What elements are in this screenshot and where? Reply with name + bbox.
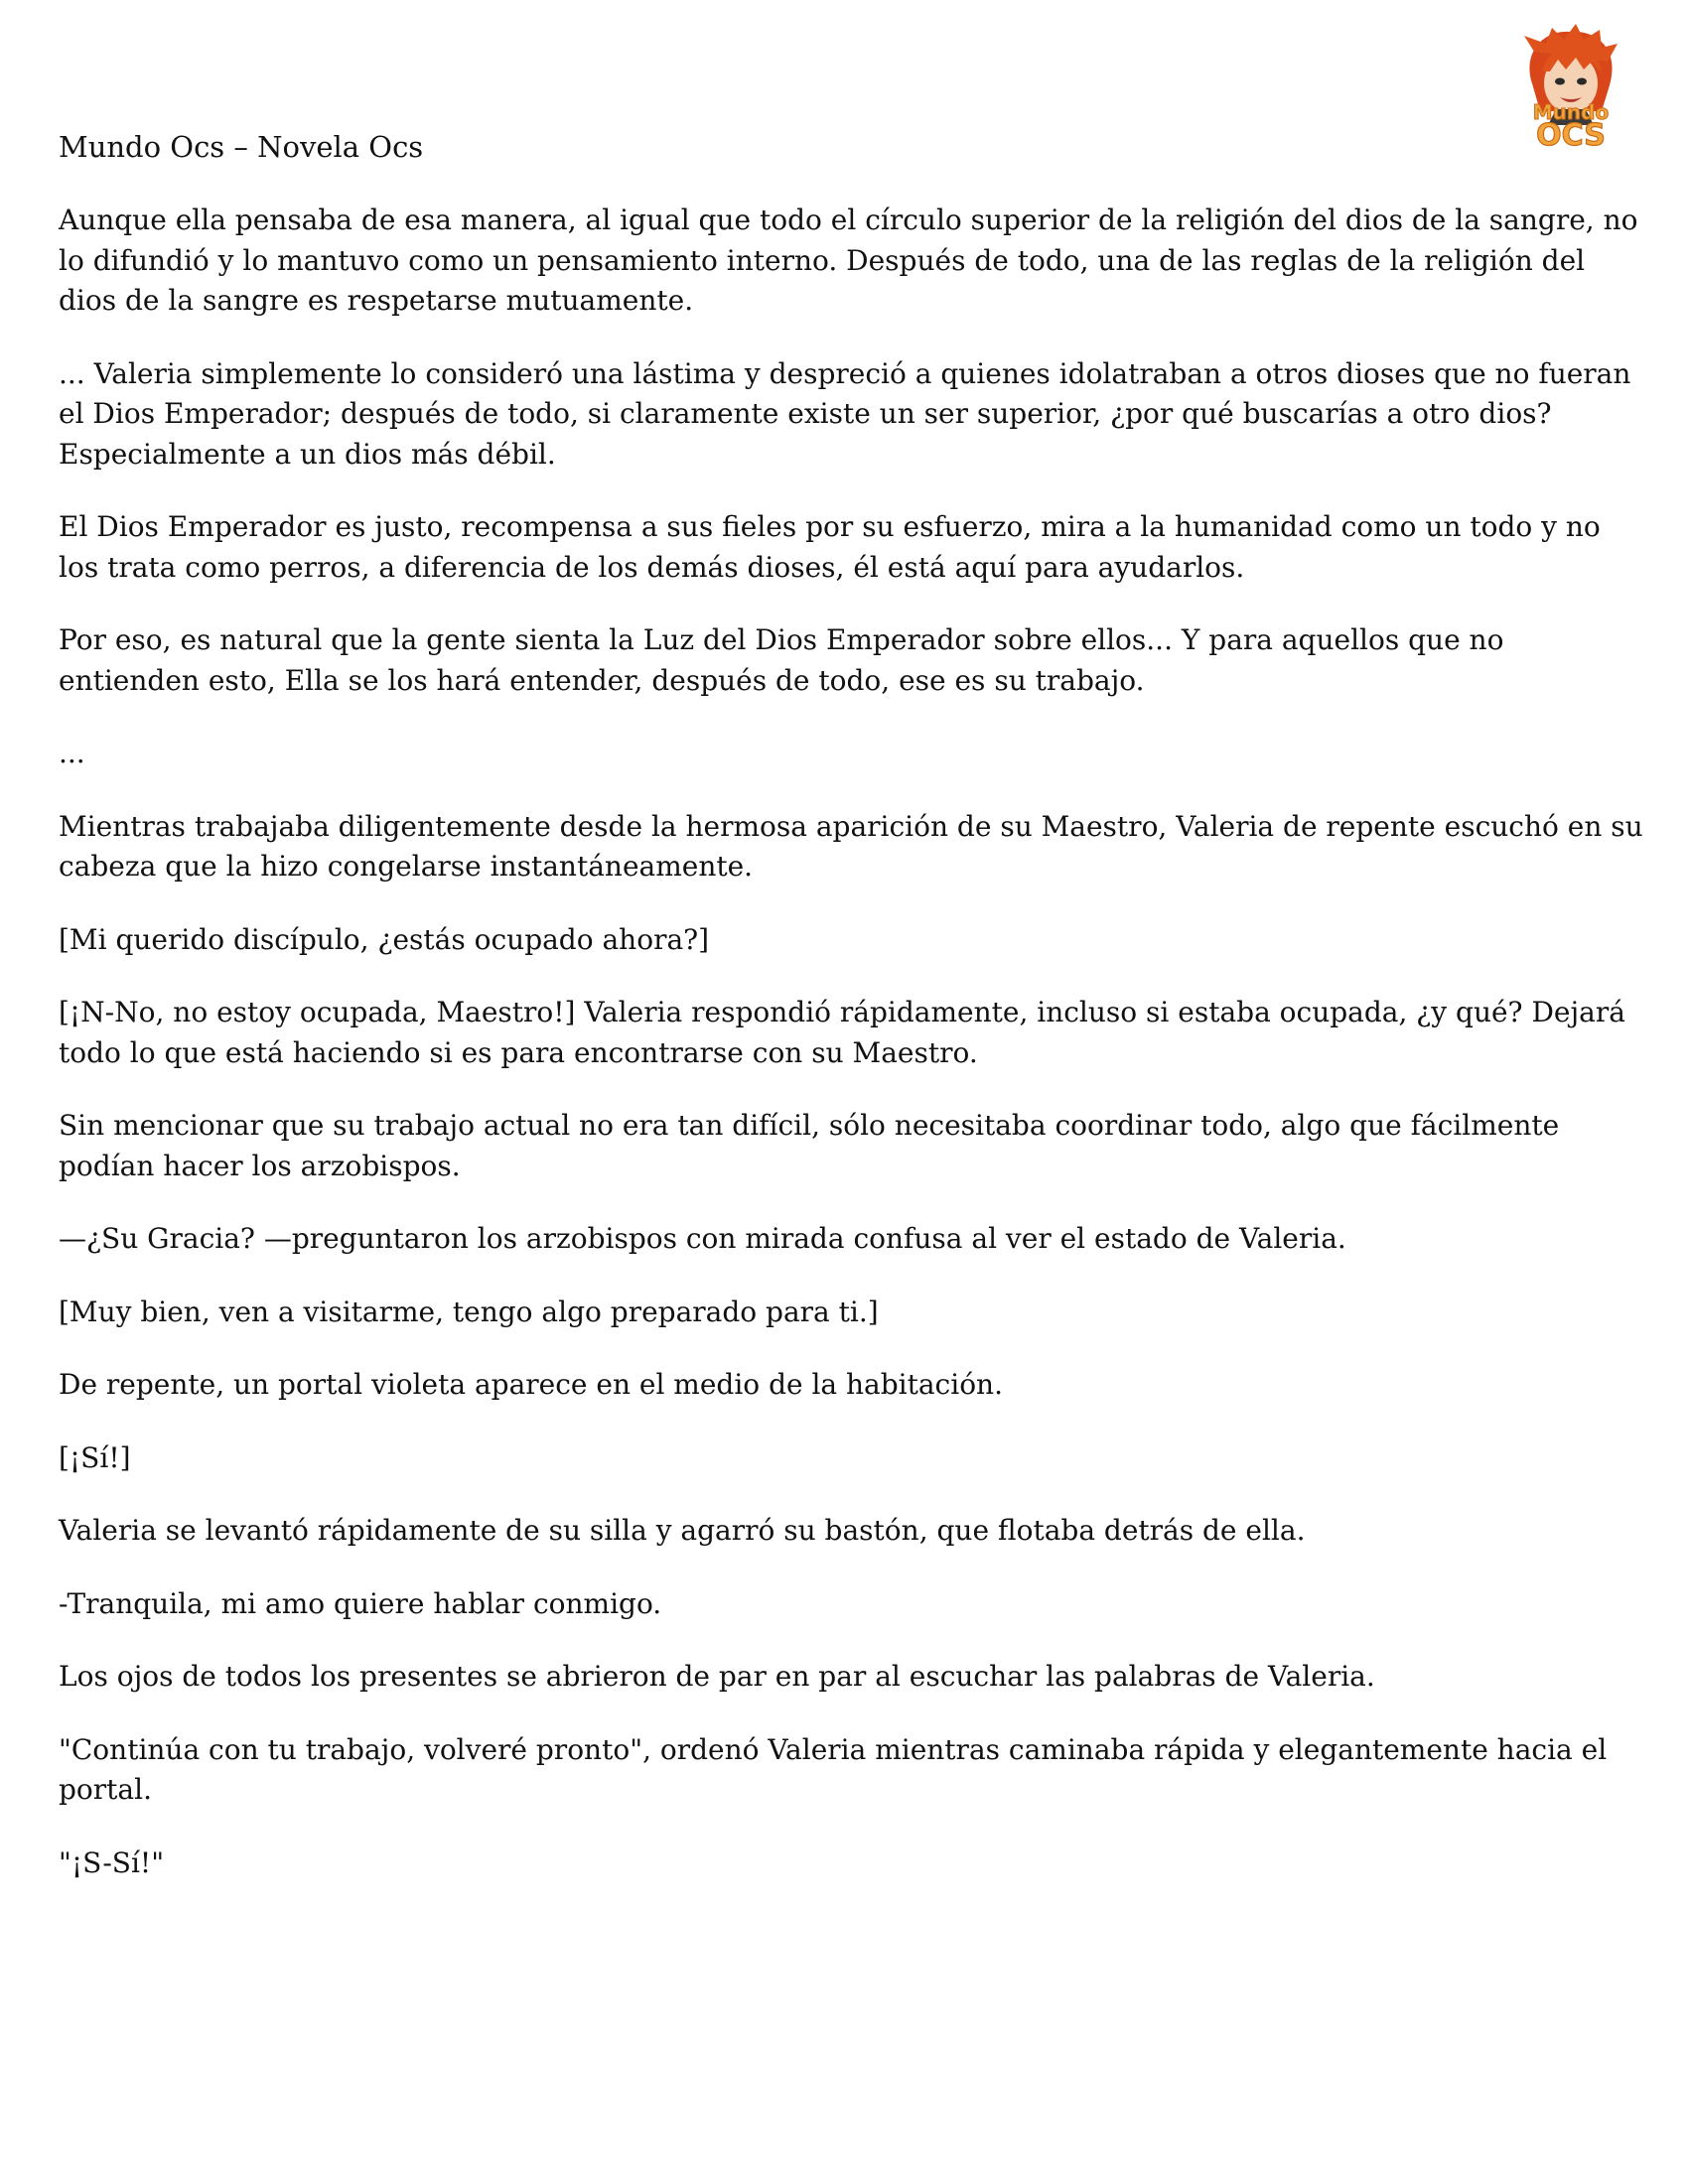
paragraph: Por eso, es natural que la gente sienta la Luz del Dios Emperador sobre ellos... Y para aquellos que no entienden esto, Ella se los hará entender, después de todo, ese es su trabajo.: [59, 623, 1504, 697]
paragraph-dialogue: [Mi querido discípulo, ¿estás ocupado ahora?]: [59, 922, 710, 956]
paragraph-dialogue: "¡S-Sí!": [59, 1845, 165, 1879]
paragraph-dialogue: [Muy bien, ven a visitarme, tengo algo preparado para ti.]: [59, 1295, 879, 1328]
document-body: [59, 201, 1647, 1916]
paragraph: De repente, un portal violeta aparece en el medio de la habitación.: [59, 1368, 1003, 1401]
paragraph-dialogue: [¡Sí!]: [59, 1440, 131, 1474]
paragraph-dialogue: —¿Su Gracia? —preguntaron los arzobispos con mirada confusa al ver el estado de Valeria.: [59, 1222, 1346, 1255]
svg-text:Mundo: Mundo: [1532, 100, 1610, 124]
paragraph: Los ojos de todos los presentes se abrieron de par en par al escuchar las palabras de Valeria.: [59, 1660, 1375, 1693]
svg-text:OCS: OCS: [1536, 118, 1606, 153]
paragraph: ... Valeria simplemente lo consideró una lástima y despreció a quienes idolatraban a otros dioses que no fueran el Dios Emperador; después de todo, si claramente existe un ser superior, ¿por qué buscarías a otro dios? Especialmente a un dios más débil.: [59, 356, 1631, 471]
paragraph-dialogue: -Tranquila, mi amo quiere hablar conmigo.: [59, 1586, 662, 1620]
paragraph: Sin mencionar que su trabajo actual no era tan difícil, sólo necesitaba coordinar todo, algo que fácilmente podían hacer los arzobispos.: [59, 1109, 1560, 1182]
mundo-ocs-logo: [1504, 22, 1638, 156]
paragraph: Aunque ella pensaba de esa manera, al igual que todo el círculo superior de la religión del dios de la sangre, no lo difundió y lo mantuvo como un pensamiento interno. Después de todo, una de las reglas de la religión del dios de la sangre es respetarse mutuamente.: [59, 204, 1638, 317]
paragraph: Valeria se levantó rápidamente de su silla y agarró su bastón, que flotaba detrás de ella.: [59, 1514, 1306, 1547]
paragraph-dialogue: "Continúa con tu trabajo, volveré pronto", ordenó Valeria mientras caminaba rápida y elegantemente hacia el portal.: [59, 1732, 1608, 1806]
paragraph: El Dios Emperador es justo, recompensa a sus fieles por su esfuerzo, mira a la humanidad como un todo y no los trata como perros, a diferencia de los demás dioses, él está aquí para ayudarlos.: [59, 510, 1601, 584]
paragraph-ellipsis: ...: [59, 737, 85, 769]
document-header: Mundo Ocs – Novela Ocs: [59, 130, 424, 164]
paragraph-dialogue: [¡N-No, no estoy ocupada, Maestro!] Valeria respondió rápidamente, incluso si estaba ocupada, ¿y qué? Dejará todo lo que está haciendo si es para encontrarse con su Maestro.: [59, 996, 1625, 1069]
paragraph: Mientras trabajaba diligentemente desde la hermosa aparición de su Maestro, Valeria de repente escuchó en su cabeza que la hizo congelarse instantáneamente.: [59, 809, 1643, 883]
